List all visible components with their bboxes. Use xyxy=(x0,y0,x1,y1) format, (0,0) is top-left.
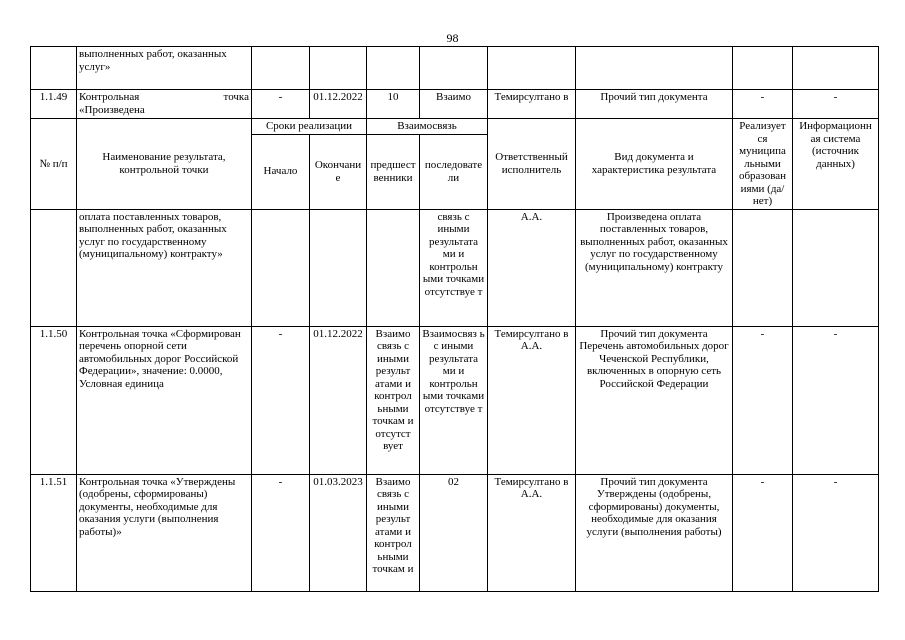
cell-doc: Произведена оплата поставленных товаров, выполненных работ, оказанных услуг по государственному (муниципальному) контракту xyxy=(576,209,733,326)
cell-num: 1.1.49 xyxy=(31,90,77,119)
cell-end xyxy=(310,209,367,326)
header-end: Окончани е xyxy=(310,134,367,209)
cell-resp: Темирсултано в А.А. xyxy=(488,474,576,591)
cell-end: 01.12.2022 xyxy=(310,326,367,474)
cell-resp: Темирсултано в xyxy=(488,90,576,119)
cell-end: 01.12.2022 xyxy=(310,90,367,119)
results-table xyxy=(30,46,879,592)
cell-mun xyxy=(733,209,793,326)
cell-succ: Взаимосвяз ь с иными результата ми и контрольн ыми точками отсутствуе т xyxy=(420,326,488,474)
cell-pred: 10 xyxy=(367,90,420,119)
cell-num: 1.1.51 xyxy=(31,474,77,591)
header-doc-type: Вид документа и характеристика результата xyxy=(576,119,733,210)
cell-pred xyxy=(367,209,420,326)
header-predecessors: предшест венники xyxy=(367,134,420,209)
cell-name-line: Контрольная точка xyxy=(79,91,249,103)
cell-num xyxy=(31,47,77,90)
cell-info xyxy=(793,209,879,326)
table-row xyxy=(31,90,879,119)
cell-start xyxy=(252,47,310,90)
cell-name: оплата поставленных товаров, выполненных работ, оказанных услуг по государственному (муниципальному) контракту» xyxy=(77,209,252,326)
cell-succ xyxy=(420,47,488,90)
cell-pred xyxy=(367,47,420,90)
header-start: Начало xyxy=(252,134,310,209)
table-row xyxy=(31,326,879,474)
cell-info: - xyxy=(793,326,879,474)
table-header-row xyxy=(31,119,879,135)
cell-start: - xyxy=(252,90,310,119)
cell-doc: Прочий тип документа Перечень автомобильных дорог Чеченской Республики, включенных в опорную сеть Российской Федерации xyxy=(576,326,733,474)
page-number: 98 xyxy=(446,31,459,45)
cell-name xyxy=(77,90,252,119)
cell-name: Контрольная точка «Сформирован перечень опорной сети автомобильных дорог Российской Федерации», значение: 0.0000, Условная единица xyxy=(77,326,252,474)
cell-succ: 02 xyxy=(420,474,488,591)
cell-doc: Прочий тип документа xyxy=(576,90,733,119)
cell-info: - xyxy=(793,90,879,119)
cell-pred: Взаимо связь с иными результ атами и контрол ьными точкам и отсутст вует xyxy=(367,326,420,474)
header-relation: Взаимосвязь xyxy=(367,119,488,135)
cell-name: Контрольная точка «Утверждены (одобрены, сформированы) документы, необходимые для оказания услуги (выполнения работы)» xyxy=(77,474,252,591)
cell-start: - xyxy=(252,474,310,591)
cell-start: - xyxy=(252,326,310,474)
cell-resp: А.А. xyxy=(488,209,576,326)
cell-end xyxy=(310,47,367,90)
header-responsible: Ответственный исполнитель xyxy=(488,119,576,210)
cell-info xyxy=(793,47,879,90)
cell-num xyxy=(31,209,77,326)
cell-name-line: «Произведена xyxy=(79,103,145,116)
cell-mun: - xyxy=(733,474,793,591)
table-row xyxy=(31,47,879,90)
cell-start xyxy=(252,209,310,326)
cell-end: 01.03.2023 xyxy=(310,474,367,591)
cell-name: выполненных работ, оказанных услуг» xyxy=(77,47,252,90)
cell-num: 1.1.50 xyxy=(31,326,77,474)
header-info-system: Информационн ая система (источник данных) xyxy=(793,119,879,210)
cell-mun: - xyxy=(733,326,793,474)
cell-resp xyxy=(488,47,576,90)
cell-info: - xyxy=(793,474,879,591)
cell-mun: - xyxy=(733,90,793,119)
cell-resp: Темирсултано в А.А. xyxy=(488,326,576,474)
cell-pred: Взаимо связь с иными результ атами и контрол ьными точкам и xyxy=(367,474,420,591)
cell-succ: Взаимо xyxy=(420,90,488,119)
cell-doc xyxy=(576,47,733,90)
header-name: Наименование результата, контрольной точки xyxy=(77,119,252,210)
cell-succ: связь с иными результата ми и контрольн ыми точками отсутствуе т xyxy=(420,209,488,326)
cell-mun xyxy=(733,47,793,90)
header-period: Сроки реализации xyxy=(252,119,367,135)
header-successors: последовате ли xyxy=(420,134,488,209)
table-row xyxy=(31,474,879,591)
header-num: № п/п xyxy=(31,119,77,210)
header-municipal: Реализует ся муниципа льными образован иями (да/нет) xyxy=(733,119,793,210)
cell-doc: Прочий тип документа Утверждены (одобрены, сформированы) документы, необходимые для оказания услуги (выполнения работы) xyxy=(576,474,733,591)
table-row xyxy=(31,209,879,326)
